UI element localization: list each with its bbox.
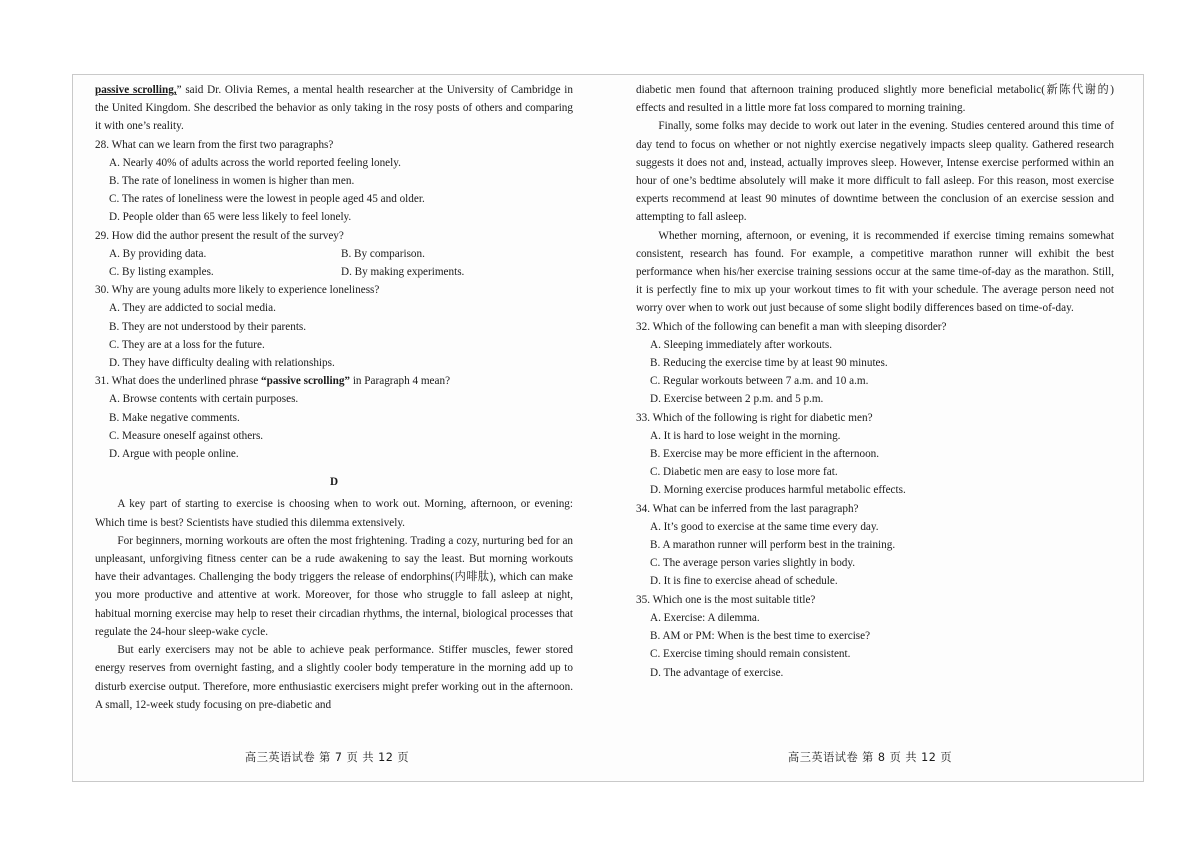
question-33 (636, 409, 1114, 500)
option-d: D. By making experiments. (341, 266, 465, 279)
option-a: A. Exercise: A dilemma. (650, 611, 760, 624)
option-d: D. Exercise between 2 p.m. and 5 p.m. (650, 393, 824, 406)
passage-paragraph-3: But early exercisers may not be able to achieve peak performance. Stiffer muscles, fewer stored energy reserves from overnight fasting, and a slightly cooler body temperature in the morning add up to disturb exercise output. Therefore, more enthusiastic exercisers might prefer working out in the afternoon. A small, 12-week study focusing on pre-diabetic and (95, 644, 573, 711)
passage-paragraph-2: For beginners, morning workouts are often the most frightening. Trading a cozy, nurturing bed for an unpleasant, unforgiving fitness center can be a rude awakening to say the least. But morning workouts have their advantages. Challenging the body triggers the release of endorphins(内啡肽), which can make you more productive and attentive at work. Moreover, for those who struggle to fall asleep at night, habitual morning exercise may help to reset their circadian rhythms, the internal, biological processes that regulate the 24-hour sleep-wake cycle. (95, 534, 573, 638)
question-31 (95, 372, 573, 463)
option-a: A. Nearly 40% of adults across the world reported feeling lonely. (109, 156, 401, 169)
option-b: B. Reducing the exercise time by at least 90 minutes. (650, 357, 888, 370)
option-c: C. Exercise timing should remain consistent. (650, 648, 851, 661)
exam-sheet (72, 74, 1144, 782)
option-b: B. Make negative comments. (109, 411, 240, 424)
option-a: A. Sleeping immediately after workouts. (650, 338, 833, 351)
option-b: B. They are not understood by their parents. (109, 320, 307, 333)
option-c: C. The average person varies slightly in body. (650, 557, 856, 570)
option-a: A. It’s good to exercise at the same time every day. (650, 520, 879, 533)
question-stem: 35. Which one is the most suitable title? (636, 593, 816, 606)
option-b: B. AM or PM: When is the best time to exercise? (650, 630, 871, 643)
option-c: C. Measure oneself against others. (109, 429, 264, 442)
underlined-phrase: passive scrolling, (95, 84, 177, 96)
option-b: B. By comparison. (341, 247, 425, 260)
option-d: D. They have difficulty dealing with relationships. (109, 357, 335, 370)
option-c: C. By listing examples. (109, 266, 214, 279)
option-b: B. A marathon runner will perform best in the training. (650, 539, 896, 552)
option-c: C. The rates of loneliness were the lowest in people aged 45 and older. (109, 193, 425, 206)
left-page (95, 81, 573, 714)
option-a: A. By providing data. (109, 247, 207, 260)
page-footer-left: 高三英语试卷 第 7 页 共 12 页 (245, 751, 410, 764)
question-29 (95, 227, 573, 282)
right-page (636, 81, 1114, 682)
question-34 (636, 500, 1114, 591)
option-d: D. It is fine to exercise ahead of schedule. (650, 575, 838, 588)
passage-paragraph-continued: diabetic men found that afternoon training produced slightly more beneficial metabolic(新陈代谢的) effects and resulted in a little more fat loss compared to morning training. (636, 84, 1114, 115)
question-stem: 34. What can be inferred from the last paragraph? (636, 502, 859, 515)
question-stem: 31. What does the underlined phrase “passive scrolling” in Paragraph 4 mean? (95, 375, 451, 388)
option-d: D. Argue with people online. (109, 448, 239, 461)
option-b: B. The rate of loneliness in women is higher than men. (109, 175, 355, 188)
question-35 (636, 591, 1114, 682)
option-d: D. The advantage of exercise. (650, 666, 784, 679)
option-c: C. Diabetic men are easy to lose more fat. (650, 466, 838, 479)
option-a: A. Browse contents with certain purposes. (109, 393, 299, 406)
question-32 (636, 318, 1114, 409)
section-heading: D (329, 476, 339, 489)
passage-paragraph-1: A key part of starting to exercise is choosing when to work out. Morning, afternoon, or evening: Which time is best? Scientists have studied this dilemma extensively. (95, 498, 573, 529)
question-stem: 32. Which of the following can benefit a man with sleeping disorder? (636, 320, 947, 333)
intro-paragraph: passive scrolling,” said Dr. Olivia Remes, a mental health researcher at the University of Cambridge in the United Kingdom. She described the behavior as only taking in the rosy posts of others and comparing it with one’s reality. (95, 84, 574, 133)
option-d: D. Morning exercise produces harmful metabolic effects. (650, 484, 906, 497)
page-footer-right: 高三英语试卷 第 8 页 共 12 页 (788, 751, 953, 764)
question-28 (95, 136, 573, 227)
passage-paragraph-4: Finally, some folks may decide to work out later in the evening. Studies centered around this time of day tend to focus on whether or not nightly exercise negatively impacts sleep quality. Gathered research suggests it does not and, instead, actually improves sleep. However, Intense exercise performed within an hour of one’s bedtime absolutely will make it more difficult to fall asleep. For this reason, most exercise experts recommend at least 90 minutes of downtime between the conclusion of an exercise session and attempting to fall asleep. (636, 120, 1114, 224)
question-30 (95, 281, 573, 372)
option-b: B. Exercise may be more efficient in the afternoon. (650, 448, 880, 461)
question-stem: 29. How did the author present the result of the survey? (95, 229, 344, 242)
option-a: A. They are addicted to social media. (109, 302, 276, 315)
passage-paragraph-5: Whether morning, afternoon, or evening, it is recommended if exercise timing remains somewhat consistent, research has found. For example, a competitive marathon runner will exhibit the best performance when his/her exercise training sessions occur at the same time-of-day as the marathon. Still, it is perfectly fine to mix up your workout times to fit with your schedule. The average person need not worry over when to work out just because of some slight bodily differences based on time-of-day. (636, 229, 1114, 315)
question-stem: 33. Which of the following is right for diabetic men? (636, 411, 873, 424)
option-d: D. People older than 65 were less likely to feel lonely. (109, 211, 352, 224)
question-stem: 28. What can we learn from the first two paragraphs? (95, 138, 334, 151)
option-a: A. It is hard to lose weight in the morning. (650, 429, 841, 442)
question-stem: 30. Why are young adults more likely to experience loneliness? (95, 284, 380, 297)
option-c: C. They are at a loss for the future. (109, 338, 265, 351)
option-c: C. Regular workouts between 7 a.m. and 10 a.m. (650, 375, 869, 388)
